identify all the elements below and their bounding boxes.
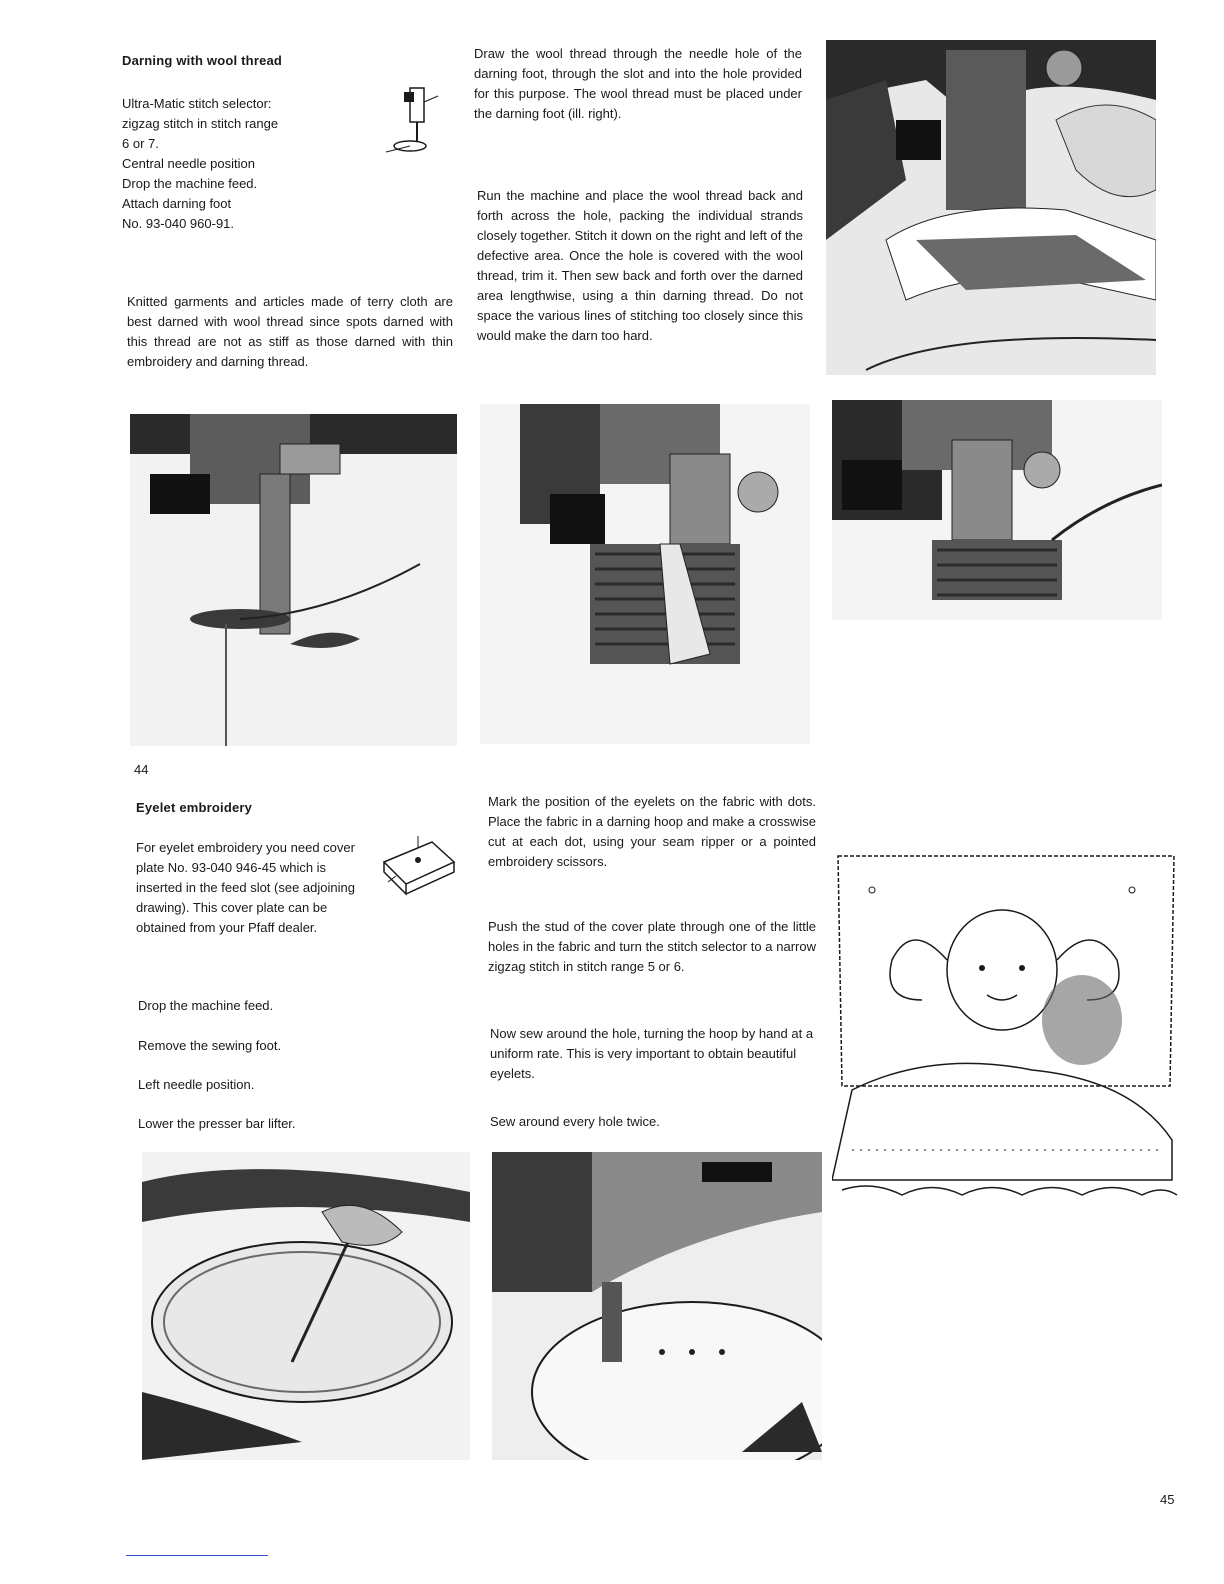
- eyelet-twice-note: Sew around every hole twice.: [490, 1114, 660, 1129]
- eyelet-step-4: Lower the presser bar lifter.: [138, 1116, 296, 1131]
- section-heading-darning: Darning with wool thread: [122, 53, 283, 68]
- eyelet-mark-paragraph: Mark the position of the eyelets on the fabric with dots. Place the fabric in a darning hoop and make a crosswise cut at each dot, using your seam ripper or a pointed embroidery scissors.: [488, 794, 816, 869]
- setting-line: Attach darning foot: [122, 196, 232, 211]
- eyelet-step-2: Remove the sewing foot.: [138, 1038, 282, 1053]
- scan-edge-line: [126, 1555, 268, 1556]
- setting-line: No. 93-040 960-91.: [122, 216, 235, 231]
- cover-plate-icon: [378, 828, 458, 908]
- photo-hoop-cutting: [142, 1152, 470, 1460]
- photo-darning-in-progress: [480, 404, 810, 744]
- girl-pillow-drawing: [832, 850, 1180, 1260]
- darning-foot-icon: [380, 82, 452, 164]
- page-number-44: 44: [134, 762, 149, 777]
- setting-line: Central needle position: [122, 156, 255, 171]
- darning-procedure-paragraph: Run the machine and place the wool thread back and forth across the hole, packing the individual strands closely together. Stitch it down on the right and left of the defective area. Once the hole is covered with the wool thread, trim it. Then sew back and forth over the darned area lengthwise, using a thin darning thread. Do not space the various lines of stitching too closely since this would make the darn too hard.: [477, 188, 803, 343]
- page-number-45: 45: [1160, 1492, 1175, 1507]
- thread-instructions-paragraph: Draw the wool thread through the needle hole of the darning foot, through the slot and into the hole provided for this purpose. The wool thread must be placed under the darning foot (ill. right).: [474, 46, 802, 121]
- photo-darning-finished: [832, 400, 1162, 620]
- eyelet-stud-paragraph: Push the stud of the cover plate through one of the little holes in the fabric and turn the stitch selector to a narrow zigzag stitch in stitch range 5 or 6.: [488, 919, 816, 974]
- eyelet-step-1: Drop the machine feed.: [138, 998, 274, 1013]
- photo-machine-threading: [826, 40, 1156, 375]
- eyelet-sew-paragraph: Now sew around the hole, turning the hoop by hand at a uniform rate. This is very important to obtain beautiful eyelets.: [490, 1026, 814, 1081]
- setting-line: Drop the machine feed.: [122, 176, 258, 191]
- setting-line: 6 or 7.: [122, 136, 159, 151]
- eyelet-step-3: Left needle position.: [138, 1077, 255, 1092]
- darning-settings-list: [122, 94, 332, 234]
- section-heading-eyelet: Eyelet embroidery: [136, 800, 253, 815]
- photo-eyelet-sewing: [492, 1152, 822, 1460]
- setting-line: Ultra-Matic stitch selector:: [122, 96, 272, 111]
- darning-intro-paragraph: Knitted garments and articles made of terry cloth are best darned with wool thread since spots darned with this thread are not as stiff as those darned with thin embroidery and darning thread.: [127, 294, 453, 369]
- eyelet-intro-paragraph: For eyelet embroidery you need cover plate No. 93-040 946-45 which is inserted in the feed slot (see adjoining drawing). This cover plate can be obtained from your Pfaff dealer.: [136, 840, 355, 935]
- photo-darning-foot-closeup: [130, 414, 457, 746]
- setting-line: zigzag stitch in stitch range: [122, 116, 279, 131]
